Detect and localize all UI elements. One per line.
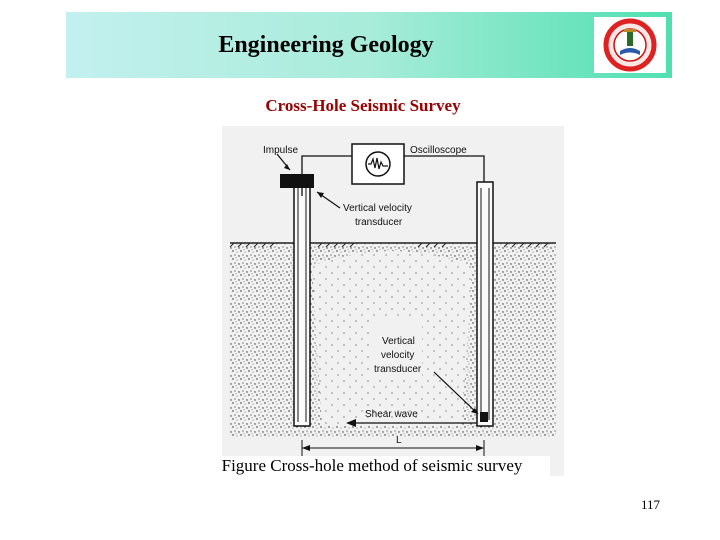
slide-header	[66, 12, 672, 78]
impulse-hammer	[280, 174, 314, 188]
label-transducer-top-1: Vertical velocity	[343, 203, 412, 214]
cross-hole-diagram	[222, 126, 564, 476]
label-impulse: Impulse	[263, 145, 299, 156]
slide-subtitle: Cross-Hole Seismic Survey	[265, 96, 461, 115]
figure-caption: Figure Cross-hole method of seismic survey	[194, 456, 550, 476]
label-transducer-top-2: transducer	[355, 217, 403, 228]
left-borehole	[294, 182, 310, 426]
oscilloscope	[352, 144, 404, 184]
university-seal-icon	[594, 17, 666, 73]
label-distance-l: L	[396, 435, 402, 446]
slide-title: Engineering Geology	[218, 32, 434, 58]
page-number: 117	[640, 497, 660, 512]
label-transducer-bottom-1: Vertical	[382, 336, 415, 347]
label-transducer-bottom-2: velocity	[381, 350, 415, 361]
label-oscilloscope: Oscilloscope	[410, 145, 467, 156]
label-shear-wave: Shear wave	[365, 409, 418, 420]
right-borehole	[477, 182, 493, 426]
label-transducer-bottom-3: transducer	[374, 364, 422, 375]
